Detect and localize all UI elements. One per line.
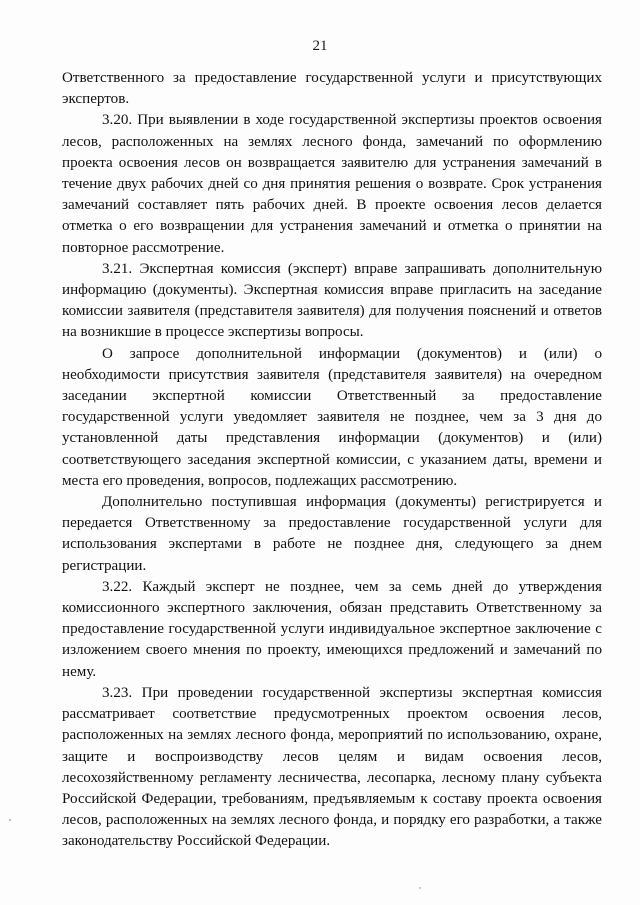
document-body [62,68,602,853]
paragraph-3-20: 3.20. При выявлении в ходе государственной экспертизы проектов освоения лесов, расположенных на землях лесного фонда, замечаний по оформлению проекта освоения лесов он возвращается заявителю для устранения замечаний в течение двух рабочих дней со дня принятия решения о возврате. Срок устранения замечаний составляет пять рабочих дней. В проекте освоения лесов делается отметка о его возвращении для устранения замечаний и отметка о принятии на повторное рассмотрение. [62,112,602,256]
paragraph-additional-info: Дополнительно поступившая информация (документы) регистрируется и передается Ответственному за предоставление государственной услуги для использования экспертами в работе не позднее дня, следующего за днем регистрации. [62,494,602,574]
paragraph-request-info: О запросе дополнительной информации (документов) и (или) о необходимости присутствия заявителя (представителя заявителя) на очередном заседании экспертной комиссии Ответственный за предоставление государственной услуги уведомляет заявителя не позднее, чем за 3 дня до установленной даты представления информации (документов) и (или) соответствующего заседания экспертной комиссии, с указанием даты, времени и места его проведения, вопросов, подлежащих рассмотрению. [62,345,602,489]
paragraph-3-22: 3.22. Каждый эксперт не позднее, чем за семь дней до утверждения комиссионного экспертного заключения, обязан представить Ответственному за предоставление государственной услуги индивидуальное экспертное заключение с изложением своего мнения по проекту, имеющихся предложений и замечаний по нему. [62,578,602,680]
page-number: 21 [312,38,328,54]
paragraph-continuation: Ответственного за предоставление государственной услуги и присутствующих экспертов. [62,70,602,108]
paragraph-3-21: 3.21. Экспертная комиссия (эксперт) вправе запрашивать дополнительную информацию (документы). Экспертная комиссия вправе пригласить на заседание комиссии заявителя (представителя заявителя) для получения пояснений и ответов на возникшие в процессе экспертизы вопросы. [62,260,602,341]
paragraph-3-23: 3.23. При проведении государственной экспертизы экспертная комиссия рассматривает соответствие предусмотренных проектом освоения лесов, расположенных на землях лесного фонда, мероприятий по использованию, охране, защите и воспроизводству лесов целям и видам освоения лесов, лесохозяйственному регламенту лесничества, лесопарка, лесному плану субъекта Российской Федерации, требованиям, предъявляемым к составу проекта освоения лесов, расположенных на землях лесного фонда, и порядку его разработки, а также законодательству Российской Федерации. [62,684,602,850]
